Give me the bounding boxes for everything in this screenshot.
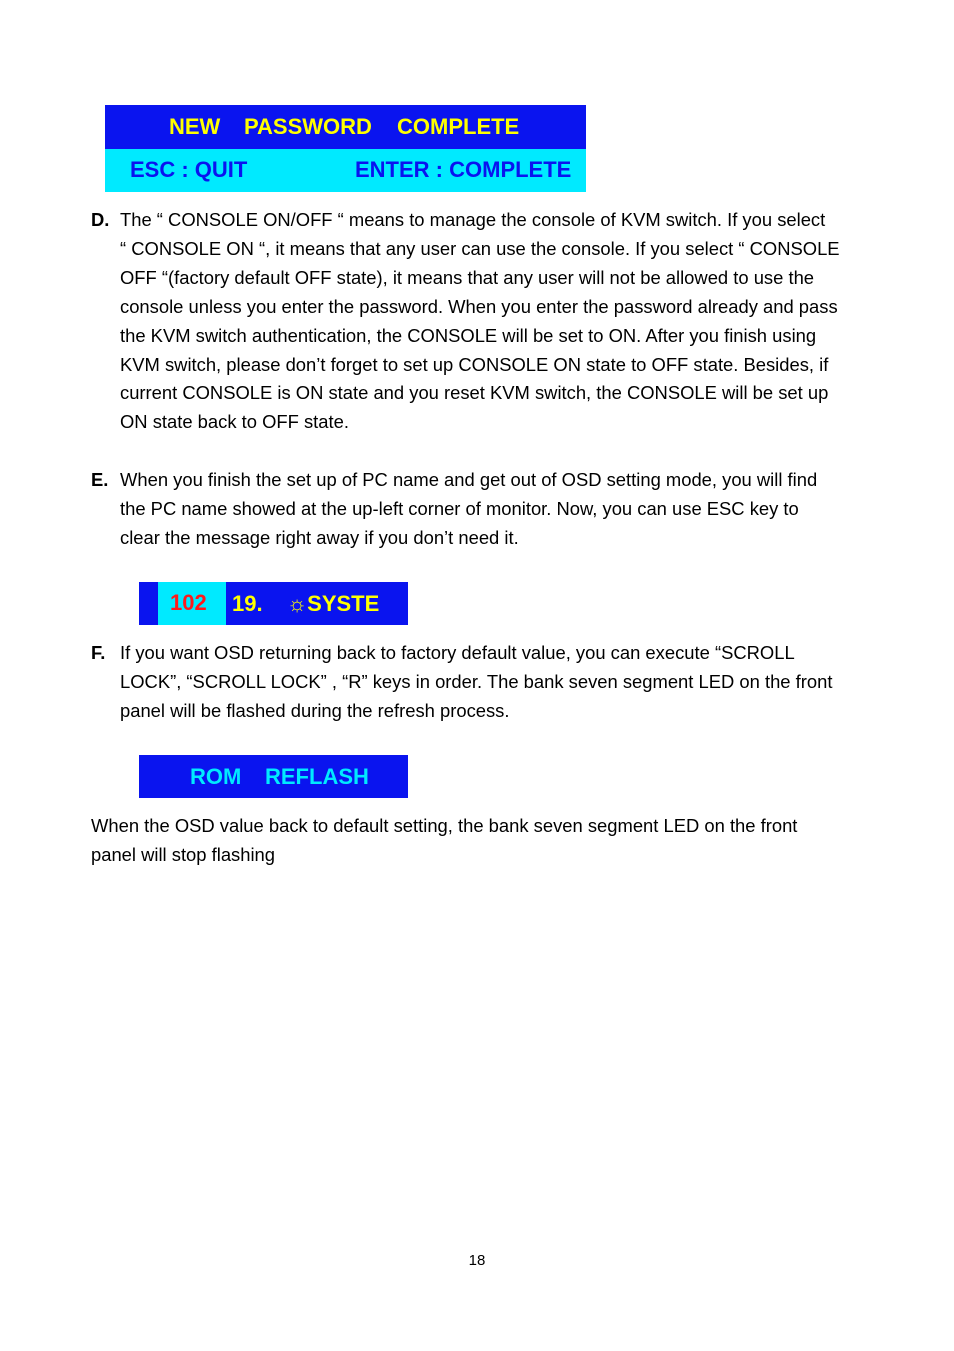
osd-word-reflash: REFLASH bbox=[265, 764, 369, 789]
osd-bank-number: 102 bbox=[170, 590, 207, 615]
section-d-line: current CONSOLE is ON state and you reset KVM switch, the CONSOLE will be set up bbox=[120, 382, 829, 404]
section-e-line: When you finish the set up of PC name and get out of OSD setting mode, you will find bbox=[120, 469, 818, 490]
closing-paragraph bbox=[91, 812, 881, 870]
section-f-body bbox=[120, 639, 881, 726]
section-d bbox=[91, 206, 881, 437]
section-d-body bbox=[120, 206, 881, 437]
section-e-label: E. bbox=[91, 469, 109, 490]
osd-word-rom: ROM bbox=[190, 764, 242, 789]
section-d-label: D. bbox=[91, 209, 110, 230]
osd-password-complete-box bbox=[105, 105, 586, 192]
section-d-line: “ CONSOLE ON “, it means that any user can use the console. If you select “ CONSOLE bbox=[120, 237, 840, 259]
osd-word-password: PASSWORD bbox=[244, 114, 372, 139]
section-d-line: ON state back to OFF state. bbox=[120, 411, 349, 433]
section-d-line: KVM switch, please don’t forget to set up CONSOLE ON state to OFF state. Besides, if bbox=[120, 353, 829, 375]
section-d-line: console unless you enter the password. When you enter the password already and pass bbox=[120, 295, 838, 317]
section-e-body bbox=[120, 466, 881, 553]
osd-word-complete: COMPLETE bbox=[397, 114, 520, 139]
section-f-label: F. bbox=[91, 642, 106, 663]
section-f bbox=[91, 639, 881, 726]
section-d-line: the KVM switch authentication, the CONSOLE will be set to ON. After you finish using bbox=[120, 324, 817, 346]
osd-port-number: 19. bbox=[232, 591, 263, 616]
closing-line: When the OSD value back to default setting, the bank seven segment LED on the front bbox=[91, 815, 798, 836]
closing-line: panel will stop flashing bbox=[91, 843, 276, 865]
section-e-line: the PC name showed at the up-left corner of monitor. Now, you can use ESC key to bbox=[120, 497, 799, 519]
osd-key-hint-bar bbox=[105, 149, 586, 192]
osd-title-bar bbox=[105, 105, 586, 149]
section-d-line: OFF “(factory default OFF state), it means that any user will not be allowed to use the bbox=[120, 266, 815, 288]
section-f-line: panel will be flashed during the refresh process. bbox=[120, 699, 510, 721]
section-e bbox=[91, 466, 881, 553]
osd-pc-name: ☼SYSTE bbox=[287, 591, 380, 616]
section-f-line: LOCK”, “SCROLL LOCK” , “R” keys in order. The bank seven segment LED on the front bbox=[120, 670, 833, 692]
section-e-line: clear the message right away if you don’t need it. bbox=[120, 526, 519, 548]
osd-enter-complete-hint: ENTER : COMPLETE bbox=[355, 157, 572, 182]
osd-esc-quit-hint: ESC : QUIT bbox=[130, 157, 248, 182]
osd-bank-cell bbox=[158, 582, 226, 625]
osd-pc-name-box bbox=[139, 582, 408, 625]
page-number: 18 bbox=[468, 1252, 486, 1269]
section-f-line: If you want OSD returning back to factory default value, you can execute “SCROLL bbox=[120, 642, 795, 663]
osd-rom-reflash-box bbox=[139, 755, 408, 798]
osd-word-new: NEW bbox=[169, 114, 221, 139]
section-d-line: The “ CONSOLE ON/OFF “ means to manage the console of KVM switch. If you select bbox=[120, 209, 826, 230]
